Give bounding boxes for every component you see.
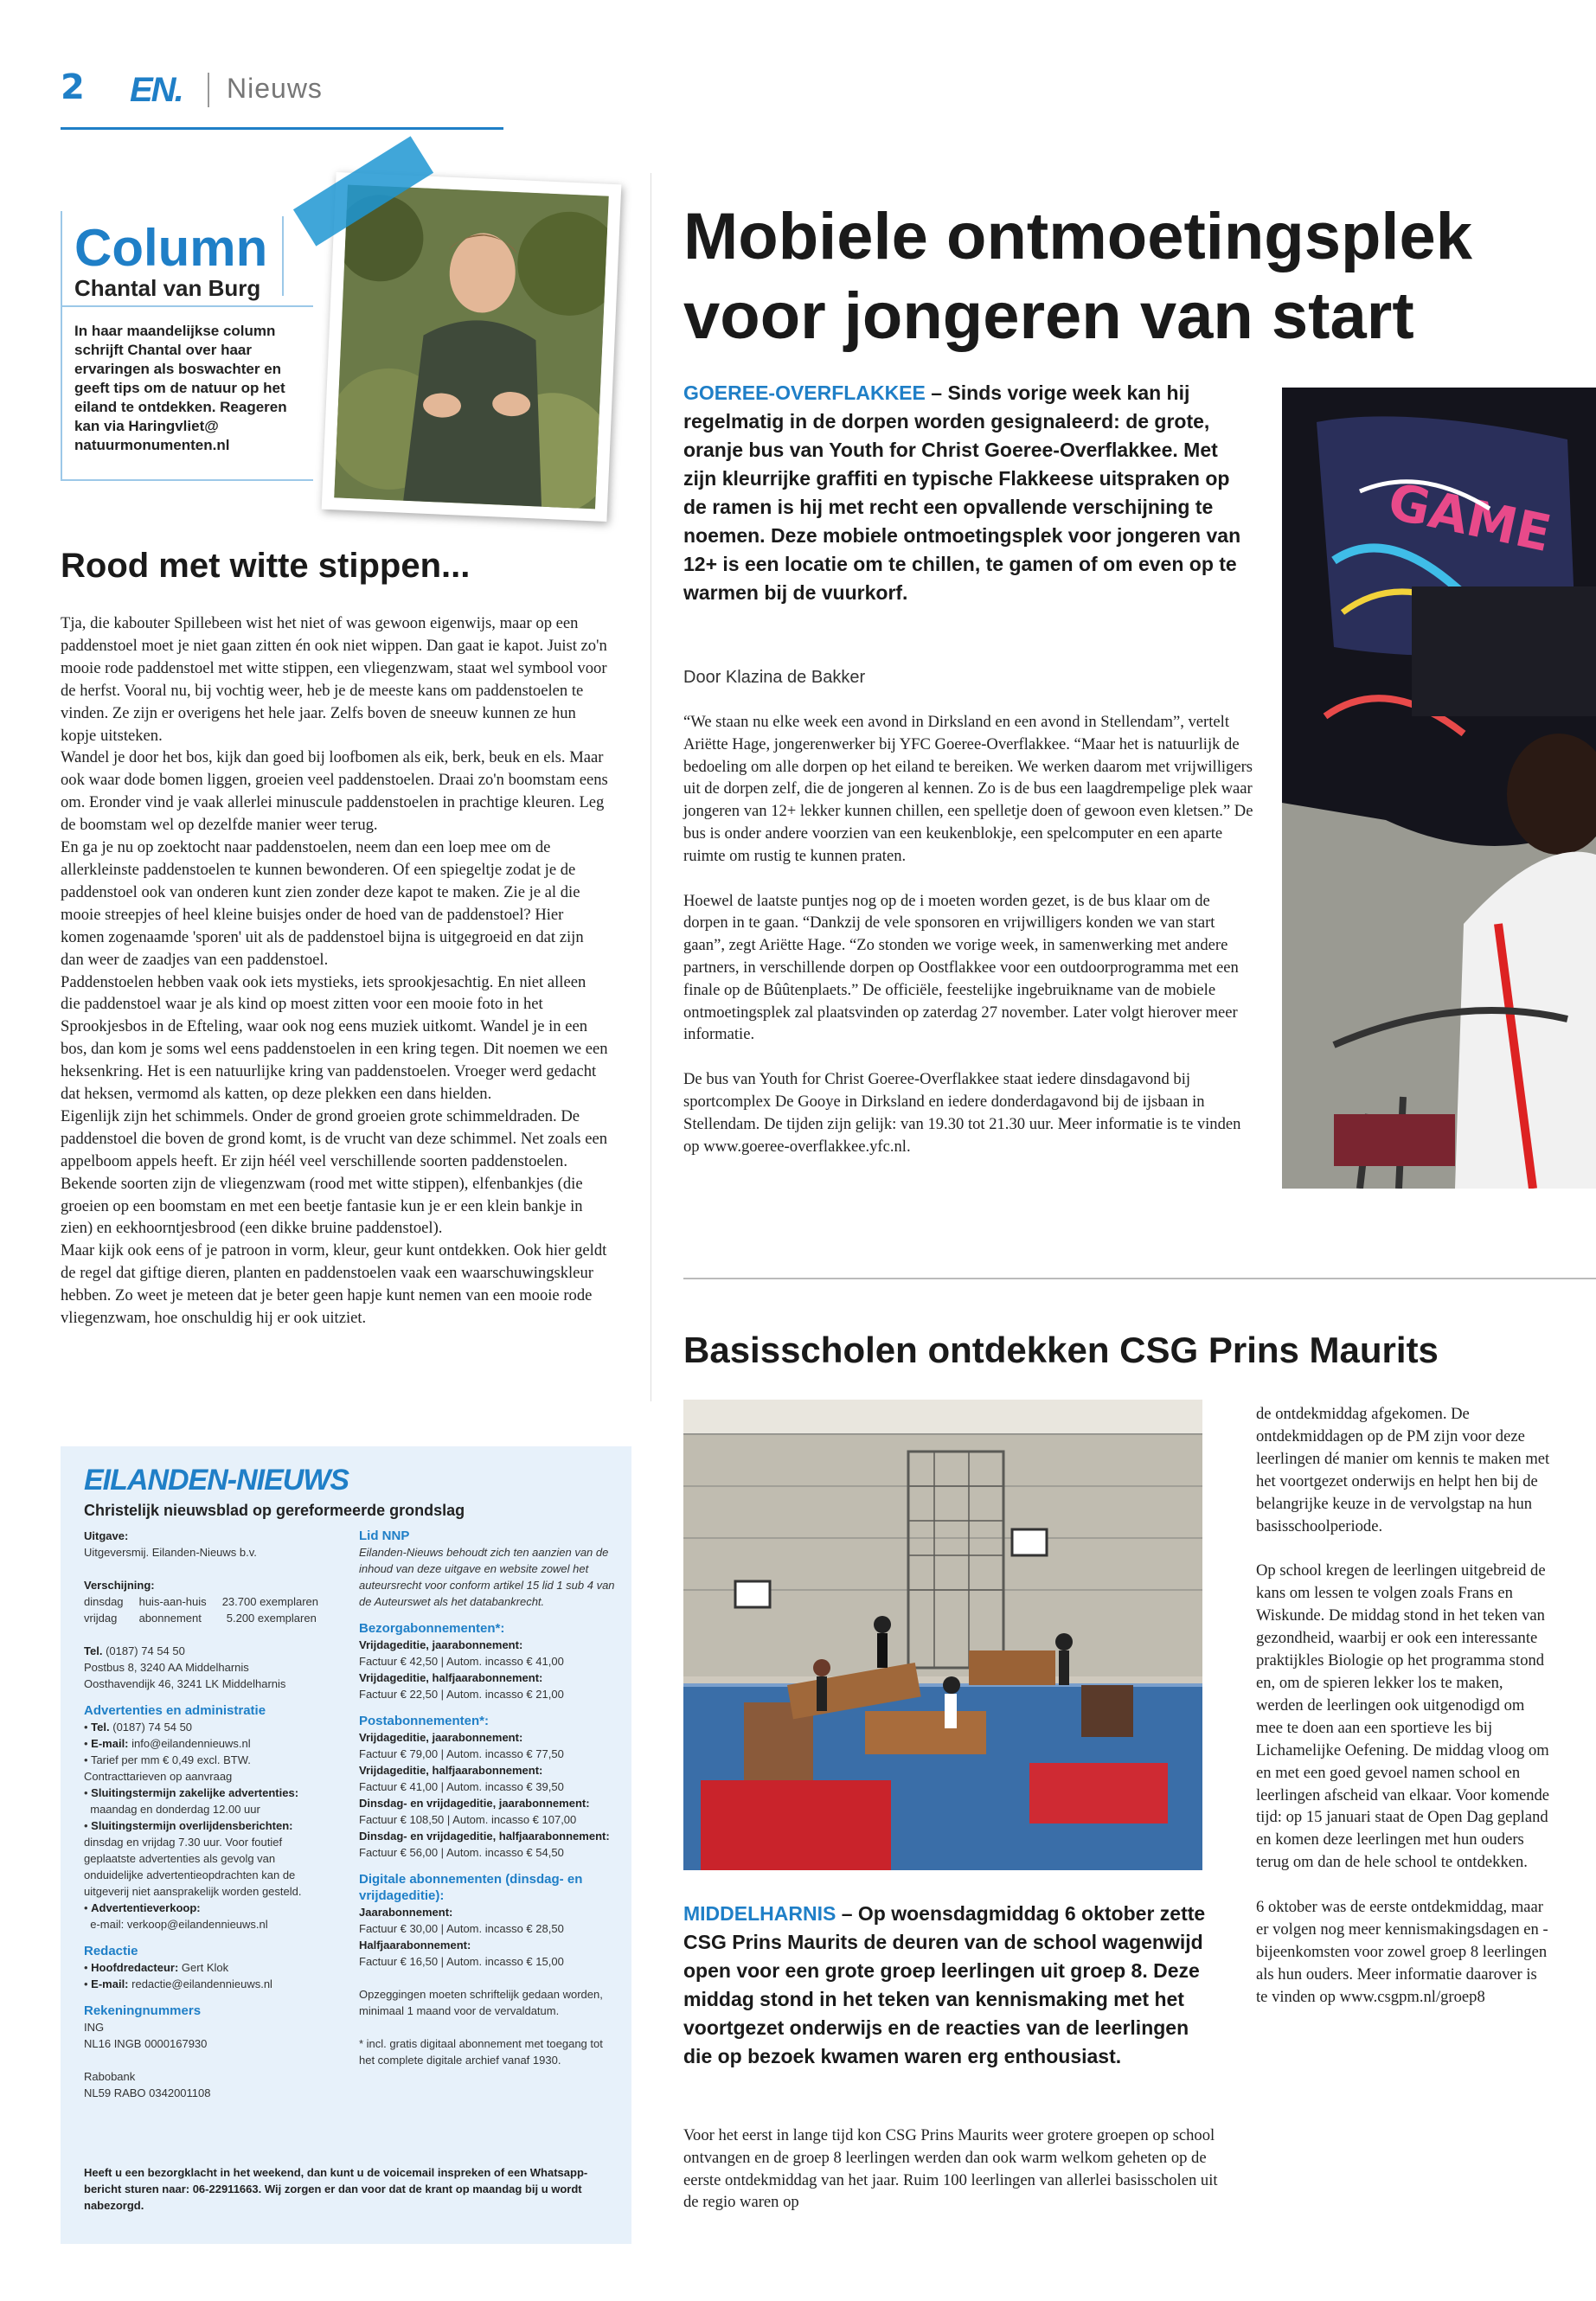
footnote: * incl. gratis digitaal abonnement met toegang tot het complete digitale archief vanaf 1930. (359, 2037, 603, 2067)
column-divider-horizontal (61, 305, 313, 307)
value: Gert Klok (181, 1961, 229, 1974)
value: dinsdag huis-aan-huis 23.700 exemplaren (84, 1595, 319, 1608)
label: Tel. (91, 1721, 110, 1734)
paragraph: Eigenlijk zijn het schimmels. Onder de grond groeien grote schimmeldraden. De paddenstoel die boven de grond komt, is de vrucht van deze schimmel. Net zoals een appelboom appels heeft. Er zijn héél veel verschillende soorten paddenstoelen. Bekende soorten zijn de vliegenzwam (rood met witte stippen), elfenbankjes (die groeien op een boomstam en met een beetje fantasie kun je er een klein bankje in zien) en eekhoorntjesbrood (een dikke bruine paddenstoel). (61, 1106, 607, 1238)
label: Dinsdag- en vrijdageditie, jaarabonnement: (359, 1797, 590, 1810)
section-title: Nieuws (227, 73, 323, 104)
value: Postbus 8, 3240 AA Middelharnis (84, 1661, 249, 1674)
newspaper-logo: EN. (130, 71, 183, 109)
paragraph: Wandel je door het bos, kijk dan goed bij loofbomen als eik, berk, beuk en els. Maar ook waar dode bomen liggen, groeien veel paddenstoelen. Draai zo'n boomstam eens om. Eronder vind je vaak allerlei minuscule paddenstoelen in prachtige kleuren. Leg de boomstam wel op dezelfde manier weer terug. (61, 748, 608, 835)
label: Sluitingstermijn overlijdensberichten: (91, 1819, 293, 1832)
heading: Redactie (84, 1944, 138, 1958)
value: Factuur € 108,50 | Autom. incasso € 107,00 (359, 1813, 577, 1826)
email-link[interactable]: redactie@eilandennieuws.nl (131, 1977, 272, 1990)
label: Vrijdageditie, halfjaarabonnement: (359, 1764, 543, 1777)
value: Eilanden-Nieuws behoudt zich ten aanzien van de inhoud van deze uitgave en website zowel het auteursrecht voor conform artikel 15 lid 1 sub 4 van de Auteurswet als het databankrecht. (359, 1546, 615, 1608)
paragraph: De bus van Youth for Christ Goeree-Overflakkee staat iedere dinsdagavond bij sportcomplex De Gooye in Dirksland en iedere donderdagavond bij de ijsbaan in Stellendam. De tijden zijn gelijk: van 19.30 tot 21.30 uur. Meer informatie is te vinden op www.goeree-overflakkee.yfc.nl. (683, 1070, 1241, 1156)
page-number: 2 (61, 67, 85, 107)
byline: Door Klazina de Bakker (683, 668, 866, 687)
paragraph: “We staan nu elke week een avond in Dirksland en een avond in Stellendam”, vertelt Ariëtte Hage, jongerenwerker bij YFC Goeree-Overflakkee. “Maar het is natuurlijk de bedoeling om alle dorpen op het eiland te bereiken. We werken daarom met vrijwilligers uit de dorpen zelf, die de jongeren al kennen. Zo is de bus een laagdrempelige plek waar jongeren van 12+ lekker kunnen chillen, een spelletje doen of gewoon even kletsen.” De bus is onder andere voorzien van een keukenblokje, een spelcomputer en een aparte ruimte om rustig te kunnen praten. (683, 713, 1253, 865)
value: (0187) 74 54 50 (112, 1721, 193, 1734)
gym-photo (683, 1400, 1202, 1870)
column-divider-vertical (282, 216, 284, 296)
value: Oosthavendijk 46, 3241 LK Middelharnis (84, 1677, 286, 1690)
value: maandag en donderdag 12.00 uur (90, 1803, 260, 1816)
paragraph: de ontdekmiddag afgekomen. De ontdekmiddagen op de PM zijn voor deze leerlingen dé manier om kennis te maken met het voortgezet onderwijs en helpt hen bij de belangrijke keuze in de vervolgstap na hun basisschoolperiode. (1256, 1405, 1550, 1535)
label: Verschijning: (84, 1579, 155, 1592)
bus-photo (1282, 388, 1596, 1189)
label: Advertentieverkoop: (91, 1901, 201, 1914)
dateline: MIDDELHARNIS (683, 1902, 836, 1925)
email-link[interactable]: info@eilandennieuws.nl (131, 1737, 251, 1750)
header-rule (61, 127, 503, 130)
paragraph: Tja, die kabouter Spillebeen wist het niet of was gewoon eigenwijs, maar op een paddenstoel moet je niet gaan zitten én ook niet wippen. Dan gaat ie kapot. Juist zo'n mooie rode paddenstoel met witte stippen, een vliegenzwam, staat wel symbool voor de herfst. Vooral nu, bij vochtig weer, heb je de meeste kans om paddenstoelen te vinden. Ze zijn er overigens het hele jaar. Zelfs boven de sneeuw kunnen ze hun kopje uitsteken. (61, 614, 607, 745)
label: Tel. (84, 1644, 103, 1657)
colophon-logo: EILANDEN-NIEUWS (84, 1464, 349, 1497)
column-author: Chantal van Burg (74, 275, 261, 301)
value: Opzeggingen moeten schriftelijk gedaan worden, minimaal 1 maand voor de vervaldatum. (359, 1988, 603, 2017)
label: Jaarabonnement: (359, 1906, 453, 1919)
label: Vrijdageditie, jaarabonnement: (359, 1731, 523, 1744)
lead-text: – Sinds vorige week kan hij regelmatig in de dorpen worden gesignaleerd: de grote, oranje bus van Youth for Christ Goeree-Overflakkee. Met zijn kleurrijke graffiti en typische Flakkeese uitspraken op de ramen is hij met recht een opvallende verschijning te noemen. Deze mobiele ontmoetingsplek voor jongeren van 12+ is een locatie om te chillen, te gamen of om even op te warmen bij de vuurkorf. (683, 381, 1241, 604)
value: Uitgeversmij. Eilanden-Nieuws b.v. (84, 1546, 257, 1559)
paragraph: 6 oktober was de eerste ontdekmiddag, maar er volgen nog meer kennismakingsdagen en -bijeenkomsten voor zowel groep 8 leerlingen als hun ouders. Meer informatie daarover is te vinden op www.csgpm.nl/groep8 (1256, 1898, 1548, 2006)
value: Rabobank (84, 2070, 136, 2083)
value: Factuur € 41,00 | Autom. incasso € 39,50 (359, 1780, 564, 1793)
label: Hoofdredacteur: (91, 1961, 179, 1974)
article-lead (683, 1900, 1220, 2071)
article-body (683, 711, 1254, 1180)
article-body-column (1256, 1403, 1550, 2031)
article-title: Mobiele ontmoetingsplek voor jongeren van start (683, 200, 1473, 353)
heading: Digitale abonnementen (dinsdag- en vrijdageditie): (359, 1872, 583, 1903)
colophon-footer: Heeft u een bezorgklacht in het weekend, dan kunt u de voicemail inspreken of een Whatsapp-bericht sturen naar: 06-22911663. Wij zorgen er dan voor dat de krant op maandag bij u wordt nabezorgd. (84, 2166, 588, 2212)
column-body (61, 612, 609, 1330)
header-separator (208, 73, 209, 107)
label: Vrijdageditie, halfjaarabonnement: (359, 1671, 543, 1684)
value: Tarief per mm € 0,49 excl. BTW. Contracttarieven op aanvraag (84, 1753, 251, 1783)
value: (0187) 74 54 50 (106, 1644, 185, 1657)
heading: Postabonnementen*: (359, 1714, 490, 1728)
column-title: Column (74, 219, 268, 277)
colophon-subtitle: Christelijk nieuwsblad op gereformeerde grondslag (84, 1502, 465, 1519)
bus-graffiti-text: GAME (1383, 471, 1556, 564)
paragraph: Op school kregen de leerlingen uitgebreid de kans om lessen te volgen zoals Frans en Wiskunde. De middag stond in het teken van gezondheid, waarbij er ook een interessante praktijkles Biologie op het programma stond en, om de spieren lekker los te maken, werden de leerlingen ook uitgenodigd om mee te doen aan een sportieve les bij Lichamelijke Oefening. De middag vloog om en met een goed gevoel namen school en leerlingen afscheid van elkaar. Voor komende tijd: op 15 januari staat de Open Dag gepland en komen deze leerlingen met hun ouders terug om dan de hele school te ontdekken. (1256, 1561, 1550, 1872)
value: Factuur € 22,50 | Autom. incasso € 21,00 (359, 1688, 564, 1701)
article-body: Voor het eerst in lange tijd kon CSG Prins Maurits weer grotere groepen op school ontvangen en de groep 8 leerlingen werden dan ook warm welkom geheten op de eerste ontdekmiddag van het jaar. Ruim 100 leerlingen van allerlei basisscholen uit de regio waren op (683, 2126, 1218, 2212)
value: vrijdag abonnement 5.200 exemplaren (84, 1612, 317, 1625)
article-title: Basisscholen ontdekken CSG Prins Maurits (683, 1330, 1439, 1370)
heading: Rekeningnummers (84, 2003, 202, 2018)
colophon-right-column (359, 1528, 619, 2068)
label: E-mail: (91, 1977, 129, 1990)
label: E-mail: (91, 1737, 129, 1750)
dateline: GOEREE-OVERFLAKKEE (683, 381, 926, 404)
label: Uitgave: (84, 1529, 129, 1542)
value: dinsdag en vrijdag 7.30 uur. Voor foutief geplaatste advertenties als gevolg van onduidelijke advertentieopdrachten kan de uitgeverij niet aansprakelijk worden gesteld. (84, 1836, 302, 1898)
heading: Lid NNP (359, 1529, 410, 1543)
column-intro: In haar maandelijkse column schrijft Chantal over haar ervaringen als boswachter en geeft tips om de natuur op het eiland te ontdekken. Reageren kan via Haringvliet@ natuurmonumenten.nl (74, 323, 287, 453)
paragraph: Paddenstoelen hebben vaak ook iets mystieks, iets sprookjesachtig. En niet alleen die paddenstoel waar je als kind op moest zitten voor een mooie foto in het Sprookjesbos in de Efteling, waar ook nog eens muziek uitkomt. Wandel je in een bos, dan kom je soms wel eens paddenstoelen in een kring tegen. Dit noemen we een heksenkring. Het is een natuurlijke kring van paddenstoelen. Vroeger werd gedacht dat heksen, vermomd als katten, op deze plekken een dans hielden. (61, 972, 608, 1104)
article-lead (683, 379, 1254, 607)
value: Factuur € 79,00 | Autom. incasso € 77,50 (359, 1747, 564, 1760)
heading: Advertenties en administratie (84, 1703, 266, 1718)
value: NL59 RABO 0342001108 (84, 2086, 211, 2099)
author-photo-image (334, 185, 609, 510)
email-link[interactable]: e-mail: verkoop@eilandennieuws.nl (90, 1918, 268, 1931)
label: Dinsdag- en vrijdageditie, halfjaarabonnement: (359, 1830, 610, 1843)
gym-photo-image (683, 1400, 1202, 1870)
paragraph: Hoewel de laatste puntjes nog op de i moeten worden gezet, is de bus klaar om de dorpen in te gaan. “Dankzij de vele sponsoren en vrijwilligers konden we van start gaan”, zegt Ariëtte Hage. “Zo stonden we vorige week, in samenwerking met andere partners, in verschillende dorpen op Oostflakkee voor een outdoorprogramma met een finale op de Bûûtenplaets.” De officiële, feestelijke ingebruikname van de mobiele ontmoetingsplek zal plaatsvinden op zaterdag 27 november. Later volgt hierover meer informatie. (683, 891, 1239, 1044)
bus-photo-image (1282, 388, 1596, 1189)
value: ING (84, 2021, 105, 2034)
column-headline: Rood met witte stippen... (61, 547, 471, 585)
label: Vrijdageditie, jaarabonnement: (359, 1638, 523, 1651)
value: Factuur € 42,50 | Autom. incasso € 41,00 (359, 1655, 564, 1668)
label: Halfjaarabonnement: (359, 1939, 471, 1952)
colophon-left-column: Uitgave: Uitgeversmij. Eilanden-Nieuws b.v. Verschijning: dinsdag huis-aan-huis 23.700 exemplaren vrijdag abonnement 5.200 exemplaren Tel. (0187) 74 54 50 Postbus 8, 3240 AA Middelharnis Oosthavendijk 46, 3241 LK Middelharnis Advertenties en administratie • Tel. (0187) 74 54 50 • E-mail: info@eilandennieuws.nl • Tarief per mm € 0,49 excl. BTW. Contracttarieven op aanvraag • Sluitingstermijn zakelijke advertenties: maandag en donderdag 12.00 uur • Sluitingstermijn overlijdensberichten: dinsdag en vrijdag 7.30 uur. Voor foutief geplaatste advertenties als gevolg van onduidelijke advertentieopdrachten kan de uitgeverij niet aansprakelijk worden gesteld. • Advertentieverkoop: e-mail: verkoop@eilandennieuws.nl Redactie • Hoofdredacteur: Gert Klok • E-mail: redactie@eilandennieuws.nl Rekeningnummers ING NL16 INGB 0000167930 Rabobank NL59 RABO 0342001108 (84, 1528, 335, 2101)
heading: Bezorgabonnementen*: (359, 1621, 505, 1636)
author-photo (322, 172, 622, 522)
paragraph: En ga je nu op zoektocht naar paddenstoelen, neem dan een loep mee om de allerkleinste paddenstoelen te kunnen bewonderen. Of een spiegeltje zodat je de paddenstoel ook van onderen kunt zien zonder deze kapot te maken. Zie je al die mooie streepjes of heel kleine buisjes onder de hoed van de paddenstoel? Hier komen zogenaamde 'sporen' uit als de paddenstoel bijna is uitgegroeid en dat zijn dan weer de zaadjes van een paddenstoel. (61, 838, 584, 969)
paragraph: Maar kijk ook eens of je patroon in vorm, kleur, geur kunt ontdekken. Ook hier geldt de regel dat giftige dieren, planten en paddenstoelen vaak een waarschuwingskleur hebben. Zo weet je meteen dat je beter geen hapje kunt nemen van een mooie rode vliegenzwam, hoe onschuldig hij er ook uitziet. (61, 1241, 607, 1328)
label: Sluitingstermijn zakelijke advertenties: (91, 1786, 299, 1799)
value: Factuur € 56,00 | Autom. incasso € 54,50 (359, 1846, 564, 1859)
value: NL16 INGB 0000167930 (84, 2037, 208, 2050)
value: Factuur € 16,50 | Autom. incasso € 15,00 (359, 1955, 564, 1968)
section-rule (683, 1278, 1596, 1279)
lead-text: – Op woensdagmiddag 6 oktober zette CSG Prins Maurits de deuren van de school wagenwijd open voor een grote groep leerlingen uit groep 8. Deze middag stond in het teken van kennismaking met het voortgezet onderwijs en de reacties van de leerlingen die op bezoek kwamen waren erg enthousiast. (683, 1902, 1206, 2067)
value: Factuur € 30,00 | Autom. incasso € 28,50 (359, 1922, 564, 1935)
